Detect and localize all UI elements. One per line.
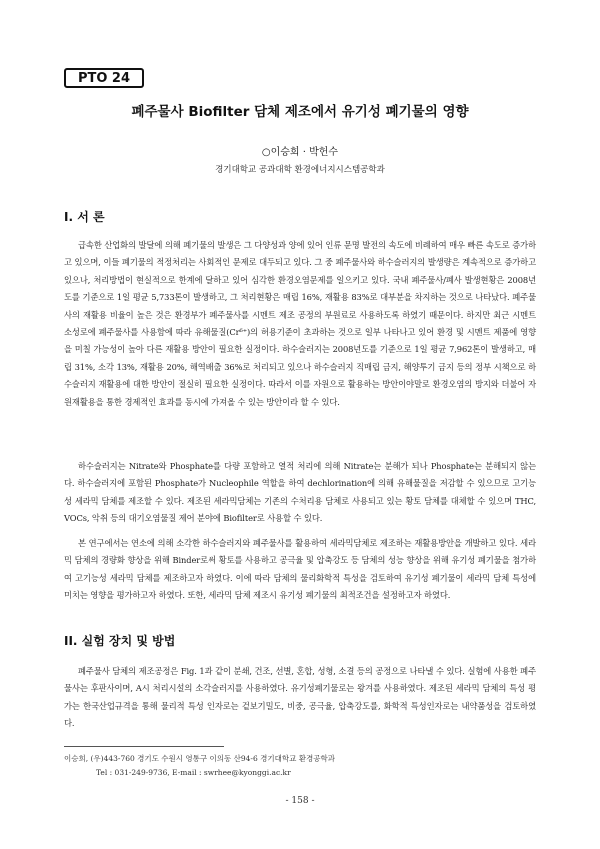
footnote-divider bbox=[64, 746, 224, 747]
footnote-address: 이승희, (우)443-760 경기도 수원시 영통구 이의동 산94-6 경기대학교 환경공학과 bbox=[64, 754, 335, 763]
session-badge: PTO 24 bbox=[64, 68, 144, 88]
intro-paragraph-2: 하수슬러지는 Nitrate와 Phosphate를 다량 포함하고 열적 처리에 의해 Nitrate는 분해가 되나 Phosphate는 분해되지 않는다. 하수슬러지에 포함된 Phosphate가 Nucleophile 역할을 하여 dechlorination에 의해 유해물질을 저감할 수 있으므로 고기능성 세라믹 담체를 제조할 수 있다. 제조된 세라믹담체는 기존의 수처리용 담체로 사용되고 있는 황토 담체를 대체할 수 있으며 THC, VOCs, 악취 등의 대기오염물질 제어 분야에 Biofilter로 사용할 수 있다. bbox=[64, 461, 536, 524]
intro-paragraph-1: 급속한 산업화의 발달에 의해 폐기물의 발생은 그 다양성과 양에 있어 인류 문명 발전의 속도에 비례하여 매우 빠른 속도로 증가하고 있으며, 이들 폐기물의 적정처리는 사회적인 문제로 대두되고 있다. 그 중 폐주물사와 하수슬러지의 발생량은 계속적으로 증가하고 있으나, 처리방법이 현실적으로 한계에 달하고 있어 심각한 환경오염문제를 일으키고 있다. 국내 폐주물사/폐사 발생현황은 2008년도를 기준으로 1일 평균 5,733톤이 발생하고, 그 처리현황은 매립 16%, 재활용 83%로 대부분을 차지하는 것으로 나타났다. 폐주물사의 재활용 비율이 높은 것은 환경부가 폐주물사를 시멘트 제조 공정의 부원료로 사용하도록 하였기 때문이다. 하지만 최근 시멘트 소성로에 폐주물사를 사용함에 따라 유해물질(Cr⁶⁺)의 허용기준이 초과하는 것으로 일부 나타나고 있어 환경 및 시멘트 제품에 영향을 미칠 가능성이 높아 다른 재활용 방안이 필요한 실정이다. 하수슬러지는 2008년도를 기준으로 1일 평균 7,962톤이 발생하고, 매립 31%, 소각 13%, 재활용 20%, 해역배출 36%로 처리되고 있으나 하수슬러지 직매립 금지, 해양투기 금지 등의 정부 시책으로 하수슬러지 재활용에 대한 방안이 절실히 필요한 실정이다. 따라서 이를 자원으로 활용하는 방안이야말로 환경오염의 방지와 더불어 자원재활용을 통한 경제적인 효과를 동시에 가져올 수 있는 방안이라 할 수 있다. bbox=[64, 240, 536, 407]
page-number: - 158 - bbox=[285, 796, 315, 806]
section-heading-introduction: I. 서 론 bbox=[64, 210, 105, 224]
footnote-contact: Tel : 031-249-9736, E-mail : swrhee@kyonggi.ac.kr bbox=[96, 768, 291, 777]
section-heading-methods: II. 실험 장치 및 방법 bbox=[64, 634, 176, 648]
methods-paragraph-1: 폐주물사 담체의 제조공정은 Fig. 1과 같이 분쇄, 건조, 선별, 혼합, 성형, 소결 등의 공정으로 나타낼 수 있다. 실험에 사용한 폐주물사는 후판사이며, A시 처리시설의 소각슬러지를 사용하였다. 유기성폐기물로는 왕겨를 사용하였다. 제조된 세라믹 담체의 특성 평가는 한국산업규격을 통해 물리적 특성 인자로는 겉보기밀도, 비중, 공극율, 압축강도를, 화학적 특성인자로는 내약품성을 검토하였다. bbox=[64, 666, 536, 729]
paper-title: 폐주물사 Biofilter 담체 제조에서 유기성 폐기물의 영향 bbox=[131, 104, 469, 120]
affiliation: 경기대학교 공과대학 환경에너지시스템공학과 bbox=[215, 165, 385, 175]
authors: ○이승희 · 박헌수 bbox=[261, 147, 339, 158]
intro-paragraph-3: 본 연구에서는 연소에 의해 소각한 하수슬러지와 폐주물사를 활용하여 세라믹담체로 제조하는 재활용방안을 개발하고 있다. 세라믹 담체의 경량화 향상을 위해 Binder로써 황토를 사용하고 공극율 및 압축강도 등 담체의 성능 향상을 위해 유기성 폐기물을 첨가하여 고기능성 세라믹 담체를 제조하고자 하였다. 이에 따라 담체의 물리화학적 특성을 검토하여 유기성 폐기물이 세라믹 담체 특성에 미치는 영향을 평가하고자 하였다. 또한, 세라믹 담체 제조시 유기성 폐기물의 최적조건을 설정하고자 하였다. bbox=[64, 538, 536, 601]
